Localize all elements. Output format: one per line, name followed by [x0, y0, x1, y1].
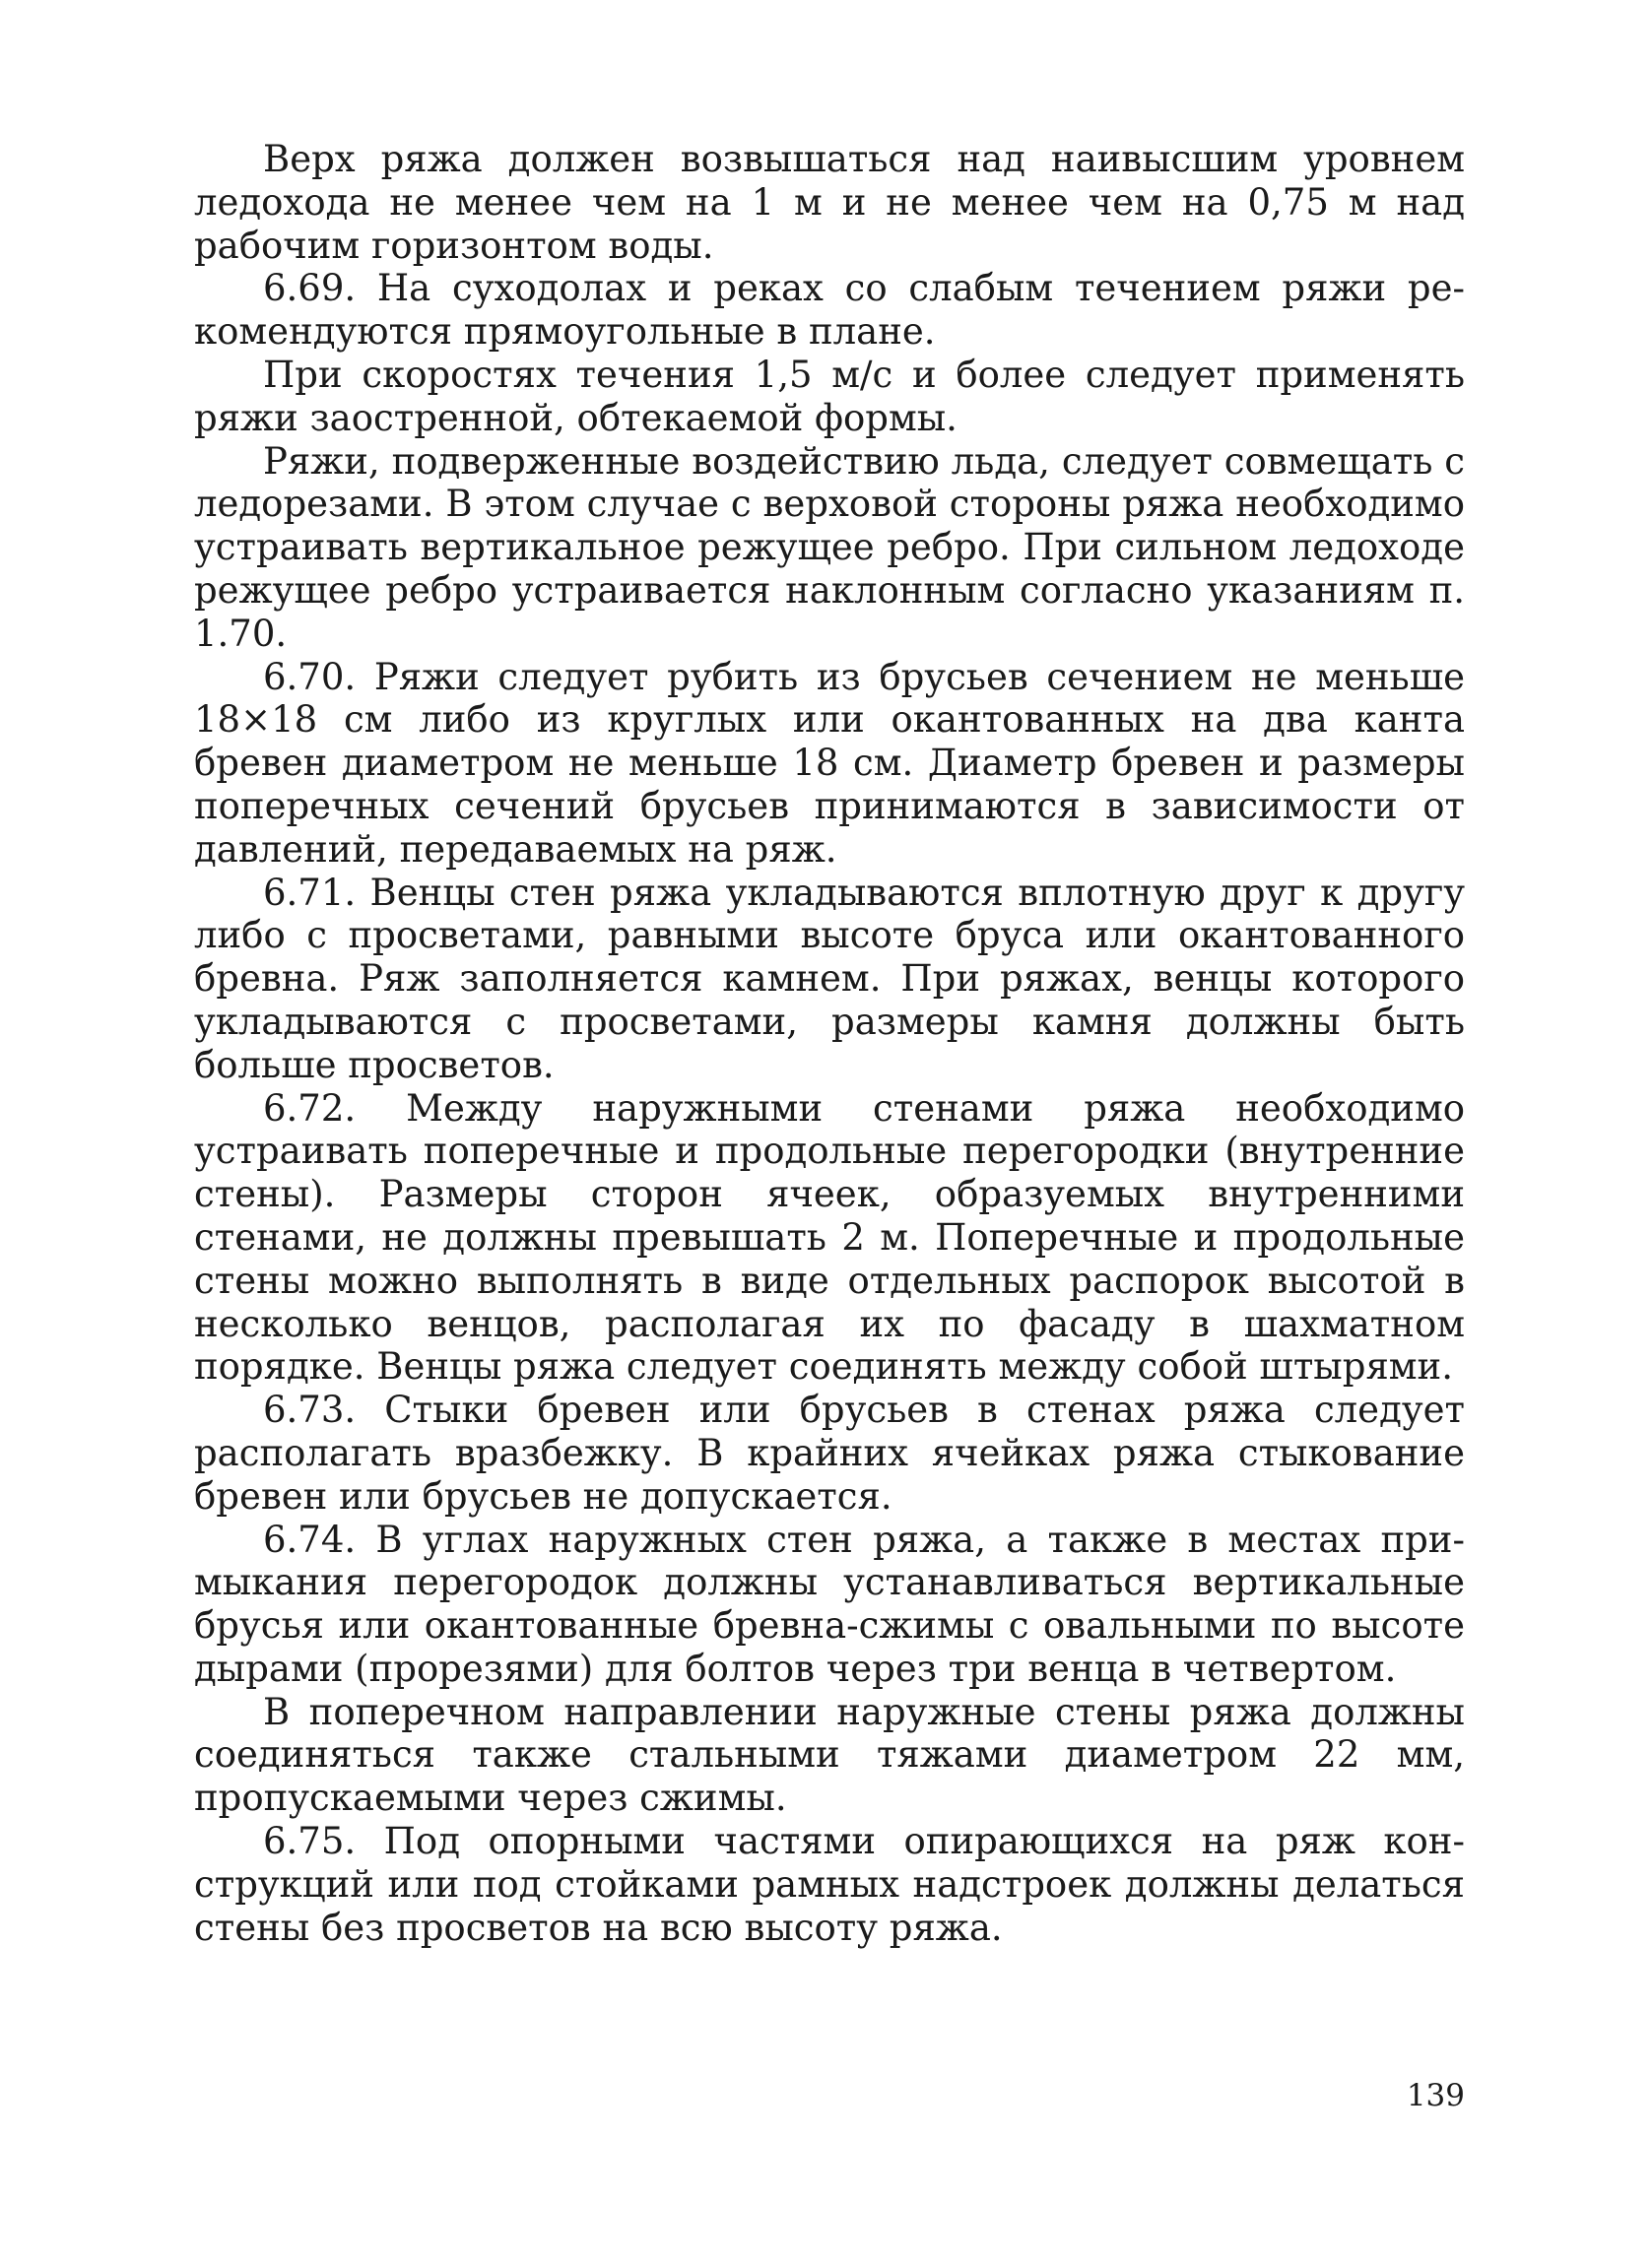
paragraph-6-69: 6.69. На суходолах и реках со слабым течением ряжи рекомендуются прямоугольные в плане. [194, 267, 1465, 354]
paragraph-6-73: 6.73. Стыки бревен или брусьев в стенах ряжа следует располагать вразбежку. В крайних ячейках ряжа стыкование бревен или брусьев не допускается. [194, 1389, 1465, 1518]
paragraph-6-74: 6.74. В углах наружных стен ряжа, а также в местах примыкания перегородок должны устанавливаться вертикальные брусья или окантованные бревна-сжимы с овальными по высоте дырами (прорезями) для болтов через три венца в четвертом. [194, 1518, 1465, 1690]
page-body [194, 138, 1465, 2147]
page-number: 139 [1406, 2078, 1465, 2113]
paragraph-6-72: 6.72. Между наружными стенами ряжа необходимо устраивать поперечные и продольные перегородки (внутренние стены). Размеры сторон ячеек, образуемых внутренними стенами, не должны превышать 2 м. Поперечные и продольные стены можно выполнять в виде отдельных распорок высотой в несколько венцов, располагая их по фасаду в шахматном порядке. Венцы ряжа следует соединять между собой штырями. [194, 1086, 1465, 1389]
paragraph-6-75: 6.75. Под опорными частями опирающихся на ряж конструкций или под стойками рамных надстроек должны делаться стены без просветов на всю высоту ряжа. [194, 1820, 1465, 1949]
paragraph-6-71: 6.71. Венцы стен ряжа укладываются вплотную друг к другу либо с просветами, равными высоте бруса или окантованного бревна. Ряж заполняется камнем. При ряжах, венцы которого укладываются с просветами, размеры камня должны быть больше просветов. [194, 871, 1465, 1086]
paragraph: При скоростях течения 1,5 м/с и более следует применять ряжи заостренной, обтекаемой формы. [194, 353, 1465, 439]
paragraph-6-70: 6.70. Ряжи следует рубить из брусьев сечением не меньше 18×18 см либо из круглых или окантованных на два канта бревен диаметром не меньше 18 см. Диаметр бревен и размеры поперечных сечений брусьев принимаются в зависимости от давлений, передаваемых на ряж. [194, 655, 1465, 871]
paragraph: В поперечном направлении наружные стены ряжа должны соединяться также стальными тяжами диаметром 22 мм, пропускаемыми через сжимы. [194, 1690, 1465, 1820]
paragraph: Верх ряжа должен возвышаться над наивысшим уровнем ледохода не менее чем на 1 м и не менее чем на 0,75 м над рабочим горизонтом воды. [194, 138, 1465, 267]
paragraph: Ряжи, подверженные воздействию льда, следует совмещать с ледорезами. В этом случае с верховой стороны ряжа необходимо устраивать вертикальное режущее ребро. При сильном ледоходе режущее ребро устраивается наклонным согласно указаниям п. 1.70. [194, 439, 1465, 655]
